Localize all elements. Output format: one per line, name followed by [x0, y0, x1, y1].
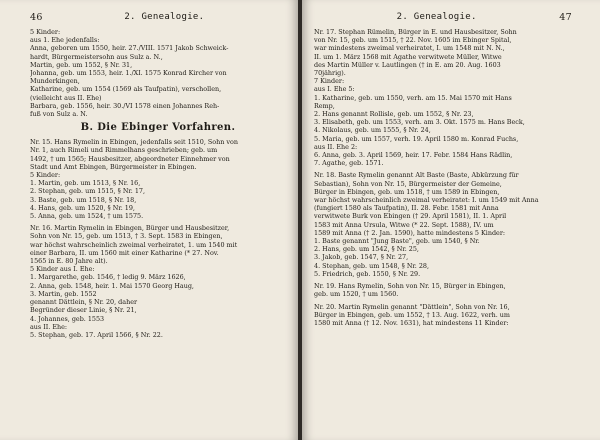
text-line: verwitwete Burk von Ebingen († 29. April 1581), II. 1. April	[314, 212, 507, 221]
text-line: 1565 in E. 80 Jahre alt).	[30, 257, 108, 266]
text-line: Nr. 1, auch Rimeli und Rimmelhans geschrieben; geb. um	[30, 146, 218, 155]
text-line: 3. Elisabeth, geb. um 1553, verh. am 3. Okt. 1575 m. Hans Beck,	[314, 118, 525, 127]
text-line: 1. Katharine, geb. um 1550, verh. am 15. Mai 1570 mit Hans	[314, 93, 512, 102]
left-running-head	[30, 12, 286, 23]
text-line: Nr. 17. Stephan Rümelin, Bürger in E. und Hausbesitzer, Sohn	[314, 28, 517, 36]
text-line: war mindestens zweimal verheiratet, I. um 1548 mit N. N.,	[314, 44, 505, 53]
text-line: Barbara, geb. 1556, heir. 30./VI 1578 einen Johannes Reh-	[30, 101, 220, 110]
text-line: aus II. Ehe 2:	[314, 142, 358, 151]
text-line: fuß von Sulz a. N.	[30, 110, 88, 119]
text-line: aus I. Ehe 5:	[314, 85, 355, 94]
text-line: Begründer dieser Linie, § Nr. 21,	[30, 306, 137, 315]
left-page-content	[0, 12, 298, 434]
text-line: 4. Stephan, geb. um 1548, § Nr. 28,	[314, 261, 430, 270]
running-head-title: 2. Genealogie.	[396, 12, 477, 22]
text-line: 3. Martin, geb. 1552	[30, 289, 97, 298]
page-number: 46	[30, 12, 43, 23]
text-line: Anna, geboren um 1550, heir. 27./VIII. 1571 Jakob Schweick-	[30, 44, 229, 53]
right-page-content	[302, 12, 600, 434]
right-page	[302, 0, 600, 440]
text-line: genannt Dättlein, § Nr. 20, daher	[30, 298, 138, 307]
text-block	[30, 138, 286, 220]
text-line: Remp,	[314, 101, 335, 110]
text-line: Bürger in Ebingen, geb. um 1552, † 13. Aug. 1622, verh. um	[314, 310, 510, 319]
text-block	[314, 28, 572, 167]
text-line: 6. Anna, geb. 3. April 1569, heir. 17. Febr. 1584 Hans Rädlin,	[314, 151, 513, 160]
text-line: aus II. Ehe:	[30, 322, 68, 331]
text-line: 4. Nikolaus, geb. um 1555, § Nr. 24,	[314, 126, 431, 135]
text-line: war höchst wahrscheinlich zweimal verheiratet, 1. um 1540 mit	[30, 240, 238, 249]
text-line: Nr. 20. Martin Rymelin genannt "Dättlein", Sohn von Nr. 16,	[314, 302, 510, 311]
text-line: 3. Jakob, geb. 1547, § Nr. 27,	[314, 253, 409, 262]
text-line: (fungiert 1580 als Taufpatin), II. 28. Febr. 1581 mit Anna	[314, 204, 499, 213]
text-line: Bürger in Ebingen, geb. um 1518, † um 1589 in Ebingen,	[314, 187, 500, 196]
left-page	[0, 0, 298, 440]
text-line: 2. Stephan, geb. um 1515, § Nr. 17,	[30, 187, 146, 196]
text-line: Nr. 19. Hans Rymelin, Sohn von Nr. 15, Bürger in Ebingen,	[314, 282, 506, 291]
page-number: 47	[559, 12, 572, 23]
text-line: 2. Anna, geb. 1548, heir. 1. Mai 1570 Georg Haug,	[30, 281, 194, 290]
text-line: Stadt und Amt Ebingen, Bürgermeister in Ebingen.	[30, 162, 197, 171]
text-block	[314, 303, 572, 328]
text-block	[314, 282, 572, 298]
text-line: Nr. 16. Martin Rymelin in Ebingen, Bürger und Hausbesitzer,	[30, 224, 230, 233]
text-block	[30, 224, 286, 339]
text-line: 5. Anna, geb. um 1524, † um 1575.	[30, 212, 144, 221]
text-line: 70jährig).	[314, 69, 346, 78]
text-line: 7 Kinder:	[314, 77, 345, 86]
text-line: 2. Hans, geb. um 1542, § Nr. 25,	[314, 245, 419, 254]
text-line: 2. Hans genannt Rollisle, geb. um 1552, § Nr. 23,	[314, 110, 474, 119]
text-line: 1583 mit Anna Ursula, Witwe (* 22. Sept. 1588), IV. um	[314, 220, 494, 229]
text-line: 5 Kinder:	[30, 28, 61, 36]
text-line: 5. Maria, geb. um 1557, verh. 19. April 1580 m. Konrad Fuchs,	[314, 134, 519, 143]
text-line: II. um 1. März 1568 mit Agathe verwitwete Müller, Witwe	[314, 52, 502, 61]
text-line: Johanna, geb. um 1553, heir. 1./XI. 1575 Konrad Kircher von	[30, 69, 227, 78]
text-block	[30, 28, 286, 118]
text-line: aus 1. Ehe jedenfalls:	[30, 36, 100, 45]
text-line: 3. Baste, geb. um 1518, § Nr. 18,	[30, 195, 137, 204]
text-block	[314, 171, 572, 278]
text-line: 1589 mit Anna († 2. Jan. 1590), hatte mindestens 5 Kinder:	[314, 228, 506, 237]
running-head-title: 2. Genealogie.	[124, 12, 205, 22]
text-line: war höchst wahrscheinlich zweimal verheiratet: I. um 1549 mit Anna	[314, 196, 539, 205]
right-running-head	[314, 12, 572, 23]
text-line: 7. Agathe, geb. 1571.	[314, 159, 384, 168]
text-line: Katharine, geb. um 1554 (1569 als Taufpatin), verschollen,	[30, 85, 222, 94]
text-line: 5. Stephan, geb. 17. April 1566, § Nr. 22.	[30, 330, 163, 339]
text-line: 4. Hans, geb. um 1520, § Nr. 19,	[30, 203, 135, 212]
section-title: B. Die Ebinger Vorfahren.	[80, 122, 236, 134]
text-line: (vielleicht aus II. Ehe)	[30, 93, 102, 102]
text-line: geb. um 1520, † um 1560.	[314, 290, 399, 299]
text-line: 4. Johannes, geb. 1553	[30, 314, 105, 323]
text-line: Sohn von Nr. 15, geb. um 1513, † 3. Sept. 1583 in Ebingen,	[30, 232, 223, 241]
text-line: 5 Kinder:	[30, 171, 61, 180]
text-line: 1. Baste genannt "Jung Baste", geb. um 1540, § Nr.	[314, 237, 480, 246]
text-line: 5. Friedrich, geb. 1550, § Nr. 29.	[314, 269, 421, 278]
text-line: Munderkingen,	[30, 77, 80, 86]
text-line: von Nr. 15, geb. um 1515, † 22. Nov. 1605 im Ebinger Spital,	[314, 36, 512, 45]
text-line: 1492, † um 1565; Hausbesitzer, abgeordneter Einnehmer von	[30, 154, 230, 163]
text-line: Martin, geb. um 1552, § Nr. 31,	[30, 60, 133, 69]
text-line: einer Barbara, II. um 1560 mit einer Katharine (* 27. Nov.	[30, 248, 219, 257]
text-line: 5 Kinder aus I. Ehe:	[30, 265, 95, 274]
text-line: des Martin Müller v. Lautlingen († in E. am 20. Aug. 1603	[314, 60, 501, 69]
text-line: Nr. 15. Hans Rymelin in Ebingen, jedenfalls seit 1510, Sohn von	[30, 138, 238, 147]
text-line: Sebastian), Sohn von Nr. 15, Bürgermeister der Gemeine,	[314, 179, 502, 188]
text-line: 1580 mit Anna († 12. Nov. 1631), hat mindestens 11 Kinder:	[314, 318, 509, 327]
text-line: 1. Margarethe, geb. 1546, † ledig 9. März 1626,	[30, 273, 186, 282]
text-line: Nr. 18. Baste Rymelin genannt Alt Baste (Baste, Abkürzung für	[314, 171, 519, 180]
text-line: 1. Martin, geb. um 1513, § Nr. 16,	[30, 179, 141, 188]
text-line: hardt, Bürgermeistersohn aus Sulz a. N.,	[30, 52, 163, 61]
